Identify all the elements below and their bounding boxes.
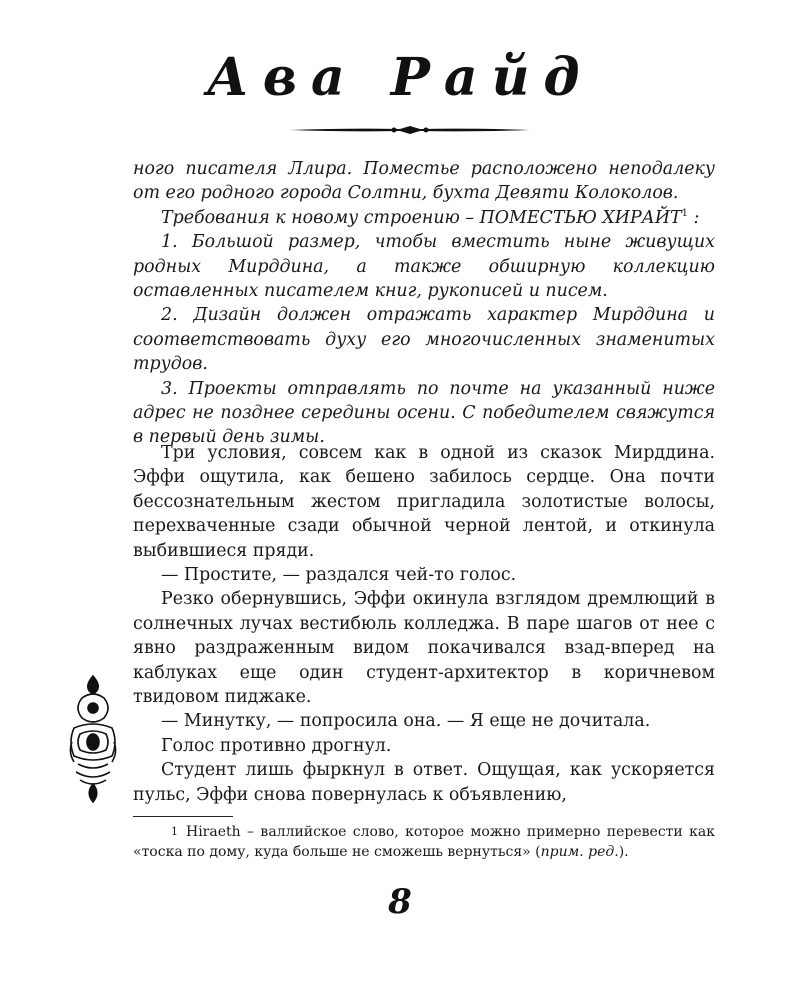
quote-line-colon: : [693, 207, 700, 228]
competition-announcement [133, 157, 715, 450]
footnote-body: Hiraeth – валлийское слово, которое можно примерно перевести как «тоска по дому, куда больше не сможешь вернуться» ( [133, 824, 715, 860]
footnote-number: 1 [171, 825, 178, 838]
paragraph: Три условия, совсем как в одной из сказок Мирддина. Эффи ощутила, как бешено забилось сердце. Она почти бессознательным жестом пригладила золотистые волосы, перехваченные сзади обычной черной лентой, и откинула выбившиеся пряди. [133, 443, 715, 561]
quote-line: 3. Проекты отправлять по почте на указанный ниже адрес не позднее середины осени. С победителем свяжутся в первый день зимы. [133, 378, 715, 448]
header-ornament-rule [290, 120, 530, 140]
footnote-end: ). [618, 844, 629, 860]
paragraph: — Простите, — раздался чей-то голос. [161, 565, 517, 586]
quote-line [133, 206, 715, 230]
paragraph: Резко обернувшись, Эффи окинула взглядом дремлющий в солнечных лучах вестибюль колледжа. В паре шагов от нее с явно раздраженным видом покачивался взад-вперед на каблуках еще один студент-архитектор в коричневом твидовом пиджаке. [133, 589, 715, 708]
page-number: 8 [388, 882, 412, 922]
quote-line: 1. Большой размер, чтобы вместить ныне живущих родных Мирддина, а также обширную коллекцию оставленных писателем книг, рукописей и писем. [133, 232, 715, 302]
paragraph: Студент лишь фыркнул в ответ. Ощущая, как ускоряется пульс, Эффи снова повернулась к объявлению, [133, 760, 715, 805]
quote-line: ного писателя Ллира. Поместье расположено неподалеку от его родного города Солтни, бухта Девяти Колоколов. [133, 159, 715, 204]
quote-line: 2. Дизайн должен отражать характер Мирддина и соответствовать духу его многочисленных знаменитых трудов. [133, 305, 715, 375]
footnote-text [133, 822, 715, 862]
footnote [133, 822, 715, 862]
footnote-marker: 1 [681, 208, 688, 220]
paragraph: — Минутку, — попросила она. — Я еще не дочитала. [161, 711, 651, 732]
side-ornament-icon [68, 672, 118, 804]
footnote-editor-note: прим. ред. [540, 844, 619, 860]
body-text [133, 441, 715, 807]
author-header: Ава Райд [206, 47, 594, 108]
paragraph: Голос противно дрогнул. [161, 735, 392, 756]
footnote-separator [133, 816, 233, 817]
quote-line-text: Требования к новому строению – ПОМЕСТЬЮ ХИРАЙТ [161, 207, 682, 228]
